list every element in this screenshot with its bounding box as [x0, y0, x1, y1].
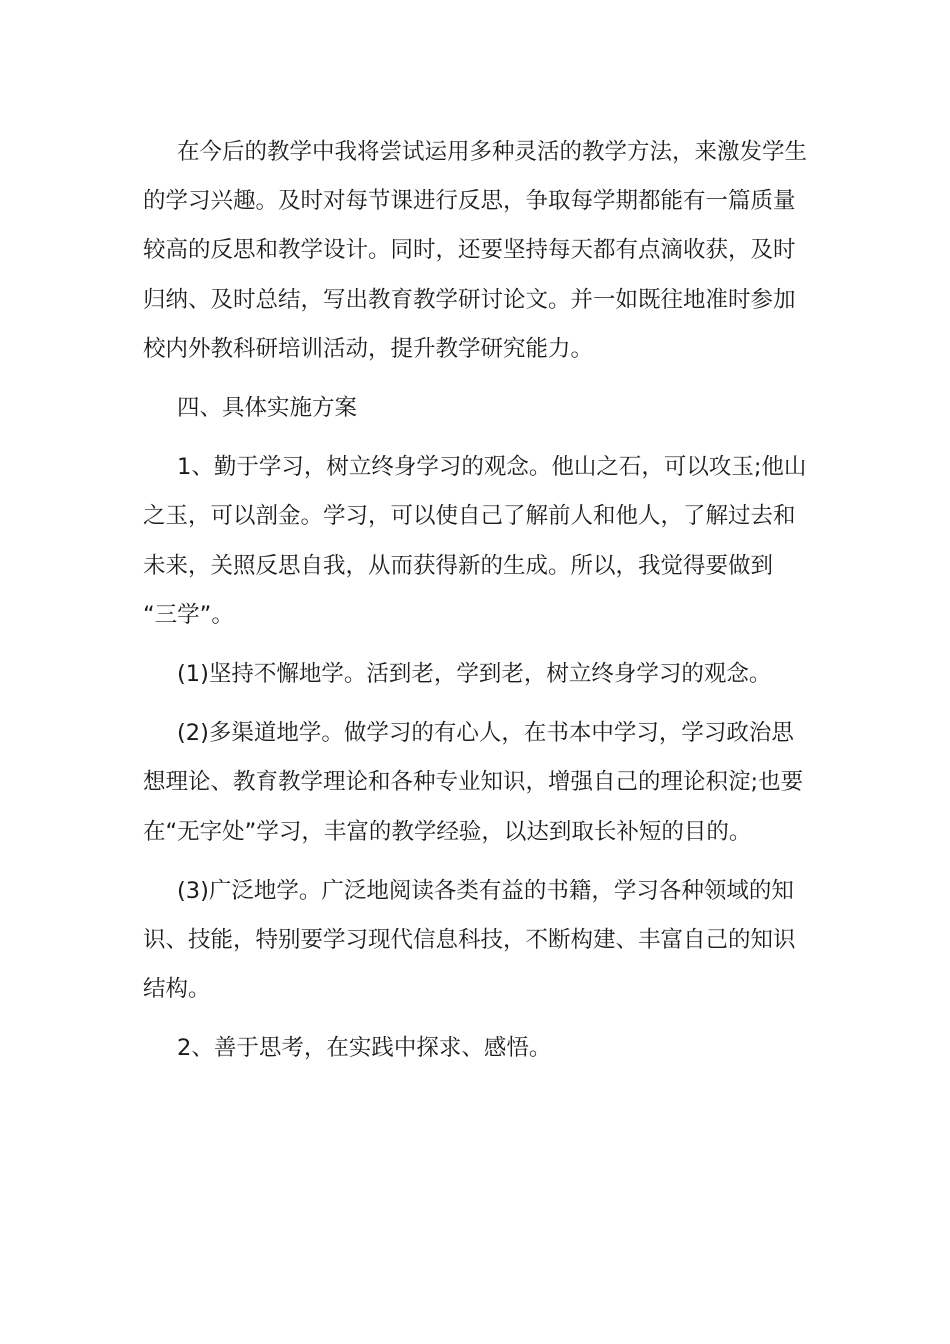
heading-text: 四、具体实施方案	[177, 395, 358, 422]
paragraph-item-1	[143, 650, 803, 699]
text-line: 校内外教科研培训活动，提升教学研究能力。	[143, 335, 594, 362]
text-line: 在“无字处”学习，丰富的教学经验，以达到取长补短的目的。	[143, 818, 752, 845]
paragraph-study	[143, 443, 807, 640]
text-line: (2)多渠道地学。做学习的有心人，在书本中学习，学习政治思	[177, 720, 794, 747]
paragraph-thinking	[143, 1024, 803, 1073]
text-line: 的学习兴趣。及时对每节课进行反思，争取每学期都能有一篇质量	[143, 188, 796, 215]
text-line: “三学”。	[143, 601, 234, 628]
text-line: 较高的反思和教学设计。同时，还要坚持每天都有点滴收获，及时	[143, 237, 796, 264]
text-line: 想理论、教育教学理论和各种专业知识，增强自己的理论积淀;也要	[143, 769, 804, 796]
paragraph-teaching-methods	[143, 128, 808, 374]
text-line: 归纳、及时总结，写出教育教学研讨论文。并一如既往地准时参加	[143, 286, 796, 313]
text-line: 识、技能，特别要学习现代信息科技，不断构建、丰富自己的知识	[143, 927, 796, 954]
text-line: 2、善于思考，在实践中探求、感悟。	[177, 1035, 552, 1062]
text-line: (1)坚持不懈地学。活到老，学到老，树立终身学习的观念。	[177, 661, 772, 688]
paragraph-item-2	[143, 709, 803, 857]
document-body	[143, 128, 808, 1074]
section-heading	[143, 384, 803, 433]
paragraph-item-3	[143, 867, 803, 1015]
text-line: 在今后的教学中我将尝试运用多种灵活的教学方法，来激发学生	[177, 139, 808, 165]
text-line: 1、勤于学习，树立终身学习的观念。他山之石，可以攻玉;他山	[177, 454, 807, 481]
text-line: (3)广泛地学。广泛地阅读各类有益的书籍，学习各种领域的知	[177, 877, 794, 904]
text-line: 结构。	[143, 976, 211, 1003]
text-line: 未来，关照反思自我，从而获得新的生成。所以，我觉得要做到	[143, 552, 774, 579]
text-line: 之玉，可以剖金。学习，可以使自己了解前人和他人，了解过去和	[143, 503, 796, 530]
